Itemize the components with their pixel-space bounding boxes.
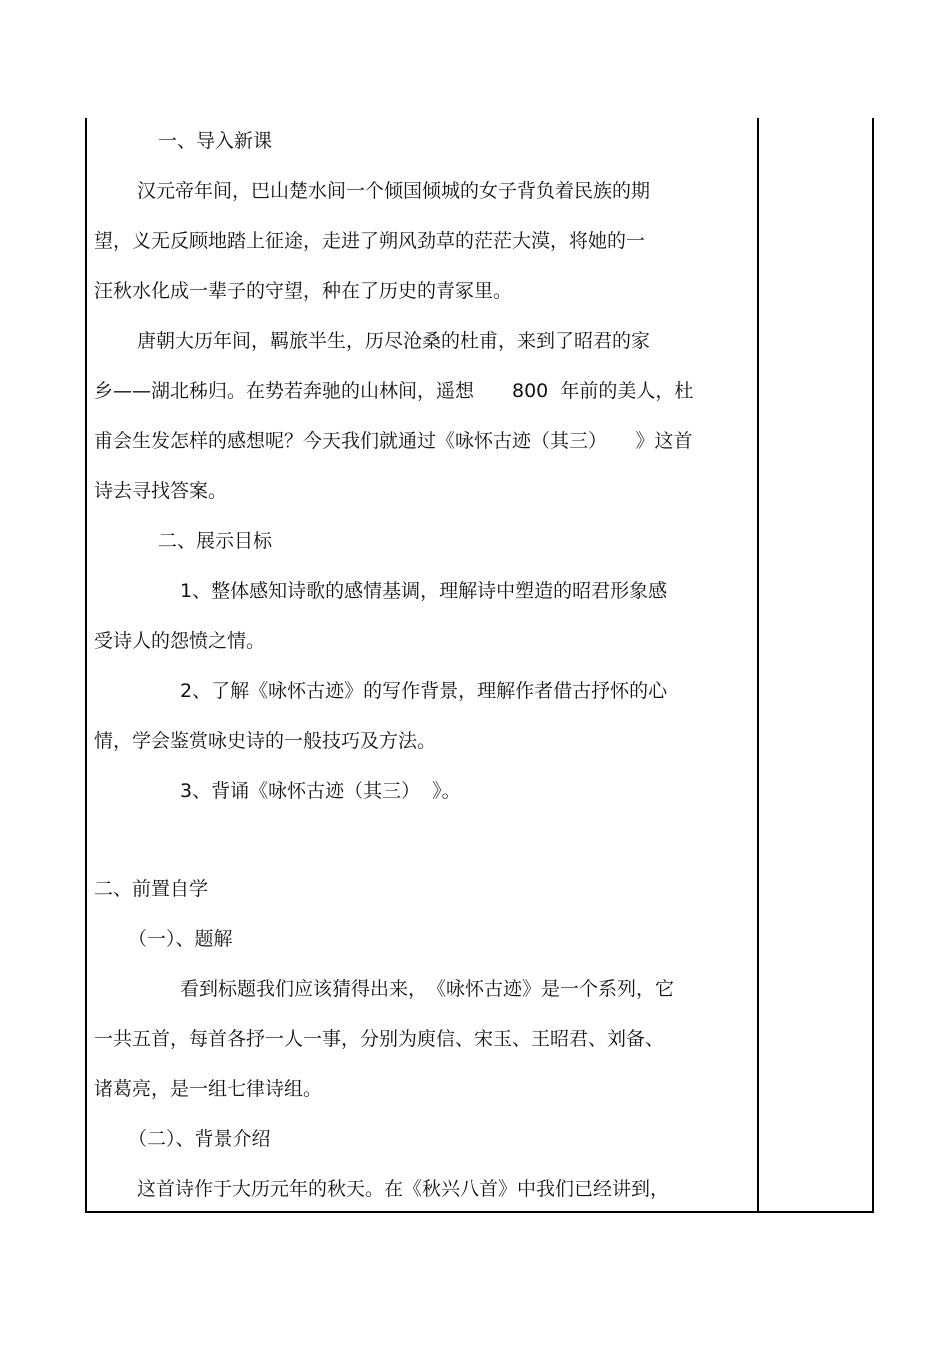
subheading-title-explanation: （一）、题解 [128, 928, 233, 950]
heading-goals: 二、展示目标 [158, 530, 273, 552]
table-left-border [85, 118, 87, 1213]
title-explanation-line: 一共五首，每首各抒一人一事，分别为庾信、宋玉、王昭君、刘备、 [94, 1028, 665, 1050]
title-explanation-line: 看到标题我们应该猜得出来， 《咏怀古迹》是一个系列，它 [180, 978, 675, 1000]
goal-1-line: 1、整体感知诗歌的感情基调，理解诗中塑造的昭君形象感 [180, 580, 668, 602]
table-column-divider [757, 118, 759, 1213]
intro-paragraph-2-line: 甫会生发怎样的感想呢？今天我们就通过《咏怀古迹（其三） 》这首 [94, 430, 693, 452]
background-text: 这首诗作于大历元年的秋天。在《秋兴八首》中我们已经讲到， [137, 1178, 670, 1200]
heading-intro: 一、导入新课 [158, 130, 273, 152]
subheading-background: （二）、背景介绍 [128, 1128, 271, 1150]
table-bottom-border [85, 1211, 874, 1213]
intro-paragraph-2-line: 乡——湖北秭归。在势若奔驰的山林间，遥想 800 年前的美人，杜 [94, 380, 694, 402]
goal-3: 3、背诵《咏怀古迹（其三） 》。 [180, 780, 461, 802]
goal-1-line: 受诗人的怨愤之情。 [94, 630, 266, 652]
heading-preview: 二、前置自学 [94, 878, 209, 900]
goal-2-line: 情，学会鉴赏咏史诗的一般技巧及方法。 [94, 730, 437, 752]
intro-paragraph-1-line: 汉元帝年间，巴山楚水间一个倾国倾城的女子背负着民族的期 [137, 180, 651, 202]
table-right-border [872, 118, 874, 1213]
intro-paragraph-2-line: 唐朝大历年间，羁旅半生，历尽沧桑的杜甫，来到了昭君的家 [137, 330, 651, 352]
goal-2-line: 2、了解《咏怀古迹》的写作背景，理解作者借古抒怀的心 [180, 680, 668, 702]
title-explanation-line: 诸葛亮，是一组七律诗组。 [94, 1078, 323, 1100]
intro-paragraph-1-line: 汪秋水化成一辈子的守望，种在了历史的青冢里。 [94, 280, 513, 302]
intro-paragraph-1-line: 望，义无反顾地踏上征途，走进了朔风劲草的茫茫大漠，将她的一 [94, 230, 646, 252]
intro-paragraph-2-line: 诗去寻找答案。 [94, 480, 228, 502]
